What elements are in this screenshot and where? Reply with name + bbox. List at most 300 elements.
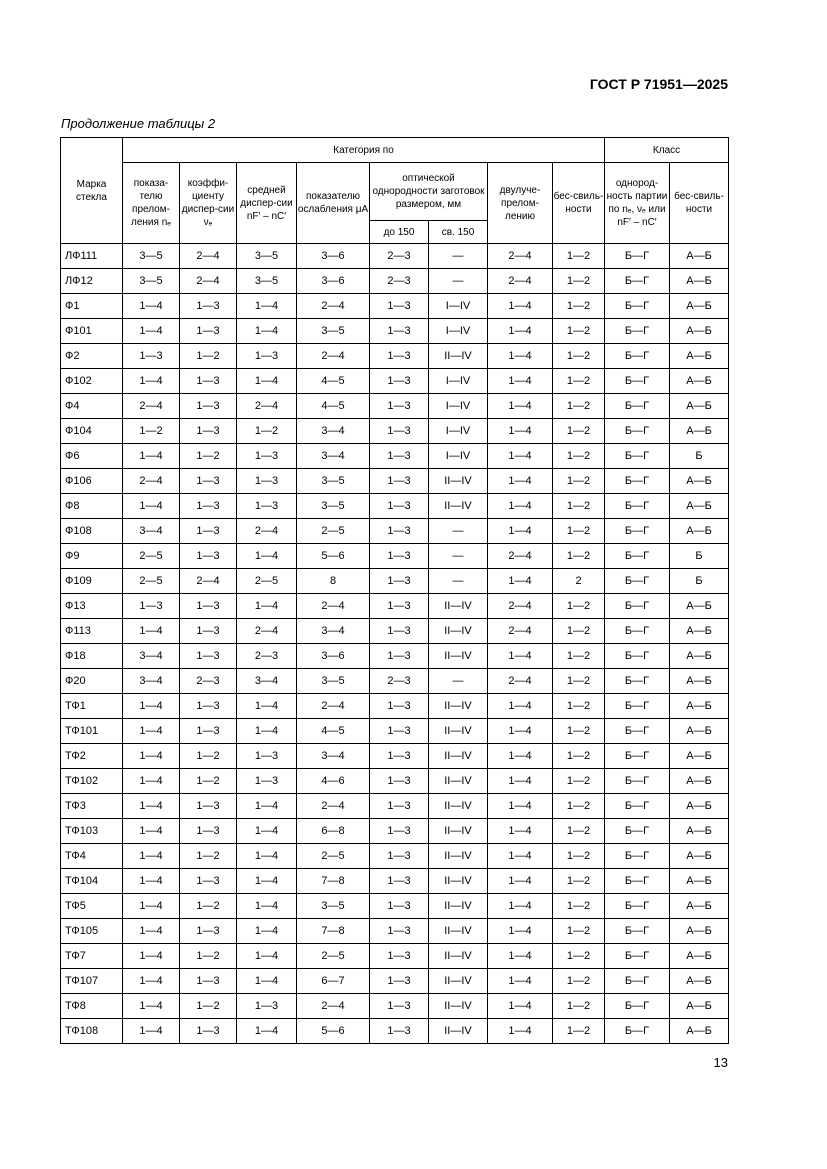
table-cell: 2—4 bbox=[488, 244, 553, 269]
table-cell: II—IV bbox=[429, 944, 488, 969]
table-cell: Б—Г bbox=[605, 344, 670, 369]
table-cell: 1—3 bbox=[370, 794, 429, 819]
table-row bbox=[61, 844, 729, 869]
table-row bbox=[61, 794, 729, 819]
table-cell: Б—Г bbox=[605, 319, 670, 344]
table-cell: 3—5 bbox=[297, 319, 370, 344]
table-cell: 2—5 bbox=[297, 519, 370, 544]
table-row bbox=[61, 244, 729, 269]
table-cell: Б—Г bbox=[605, 269, 670, 294]
document-code: ГОСТ Р 71951—2025 bbox=[589, 76, 728, 92]
table-cell: 2—4 bbox=[488, 669, 553, 694]
table-cell: 4—5 bbox=[297, 369, 370, 394]
table-cell: 1—2 bbox=[553, 844, 605, 869]
header-birefringence: двулуче-прелом-лению bbox=[488, 163, 553, 244]
table-row bbox=[61, 594, 729, 619]
table-cell: 1—3 bbox=[180, 394, 237, 419]
table-cell: 1—3 bbox=[180, 869, 237, 894]
table-row bbox=[61, 544, 729, 569]
glass-mark-cell: ТФ102 bbox=[61, 769, 123, 794]
table-cell: 1—4 bbox=[237, 794, 297, 819]
table-cell: Б—Г bbox=[605, 844, 670, 869]
glass-mark-cell: Ф4 bbox=[61, 394, 123, 419]
table-cell: 1—4 bbox=[123, 844, 180, 869]
table-row bbox=[61, 319, 729, 344]
table-cell: 2—5 bbox=[297, 844, 370, 869]
table-row bbox=[61, 444, 729, 469]
table-cell: 1—2 bbox=[553, 969, 605, 994]
table-row bbox=[61, 269, 729, 294]
table-cell: 2—3 bbox=[237, 644, 297, 669]
table-cell: А—Б bbox=[670, 519, 729, 544]
table-cell: 1—3 bbox=[180, 469, 237, 494]
table-cell: А—Б bbox=[670, 669, 729, 694]
table-cell: 1—4 bbox=[237, 919, 297, 944]
table-cell: 1—3 bbox=[370, 644, 429, 669]
table-cell: 1—4 bbox=[488, 694, 553, 719]
table-cell: А—Б bbox=[670, 844, 729, 869]
table-cell: 1—4 bbox=[123, 444, 180, 469]
table-row bbox=[61, 744, 729, 769]
table-cell: 1—4 bbox=[488, 994, 553, 1019]
table-cell: 1—3 bbox=[370, 494, 429, 519]
table-cell: 1—3 bbox=[180, 294, 237, 319]
table-cell: Б bbox=[670, 569, 729, 594]
glass-mark-cell: Ф20 bbox=[61, 669, 123, 694]
glass-mark-cell: Ф2 bbox=[61, 344, 123, 369]
table-cell: 3—5 bbox=[297, 469, 370, 494]
table-cell: 1—3 bbox=[370, 394, 429, 419]
table-cell: 1—3 bbox=[180, 1019, 237, 1044]
table-cell: 2—4 bbox=[297, 794, 370, 819]
table-row bbox=[61, 644, 729, 669]
table-cell: 1—3 bbox=[370, 344, 429, 369]
table-cell: 1—3 bbox=[370, 544, 429, 569]
table-cell: 1—3 bbox=[370, 869, 429, 894]
table-cell: Б—Г bbox=[605, 719, 670, 744]
glass-mark-cell: Ф18 bbox=[61, 644, 123, 669]
table-cell: 1—4 bbox=[237, 844, 297, 869]
header-attenuation: показателю ослабления μA bbox=[297, 163, 370, 244]
table-cell: 1—2 bbox=[553, 344, 605, 369]
table-cell: А—Б bbox=[670, 394, 729, 419]
table-cell: 1—3 bbox=[237, 344, 297, 369]
table-cell: 1—4 bbox=[488, 969, 553, 994]
table-cell: 1—4 bbox=[237, 694, 297, 719]
table-cell: Б—Г bbox=[605, 469, 670, 494]
table-cell: 1—4 bbox=[488, 369, 553, 394]
table-cell: 1—2 bbox=[553, 644, 605, 669]
table-cell: Б—Г bbox=[605, 369, 670, 394]
table-row bbox=[61, 769, 729, 794]
table-row bbox=[61, 419, 729, 444]
table-cell: II—IV bbox=[429, 344, 488, 369]
table-cell: 1—4 bbox=[488, 469, 553, 494]
table-row bbox=[61, 694, 729, 719]
table-cell: Б—Г bbox=[605, 619, 670, 644]
table-cell: 1—2 bbox=[553, 544, 605, 569]
table-cell: 2—4 bbox=[297, 344, 370, 369]
table-cell: 1—4 bbox=[237, 894, 297, 919]
table-cell: 1—4 bbox=[123, 819, 180, 844]
table-cell: Б—Г bbox=[605, 644, 670, 669]
table-cell: 2—4 bbox=[237, 519, 297, 544]
glass-mark-cell: ТФ108 bbox=[61, 1019, 123, 1044]
table-cell: 1—2 bbox=[553, 619, 605, 644]
table-cell: А—Б bbox=[670, 894, 729, 919]
table-cell: 1—2 bbox=[553, 319, 605, 344]
table-row bbox=[61, 894, 729, 919]
table-cell: 1—2 bbox=[553, 919, 605, 944]
table-cell: А—Б bbox=[670, 619, 729, 644]
header-class-homogeneity: однород-ность партии по nₑ, νₑ или nF′ – nC′ bbox=[605, 163, 670, 244]
table-cell: 2 bbox=[553, 569, 605, 594]
table-cell: 1—4 bbox=[488, 494, 553, 519]
table-cell: 1—2 bbox=[180, 344, 237, 369]
header-upto-150: до 150 bbox=[370, 221, 429, 244]
table-cell: 1—4 bbox=[123, 969, 180, 994]
table-cell: 1—4 bbox=[123, 694, 180, 719]
table-cell: 4—5 bbox=[297, 394, 370, 419]
table-cell: 1—3 bbox=[370, 944, 429, 969]
table-cell: 3—4 bbox=[297, 744, 370, 769]
table-cell: 4—5 bbox=[297, 719, 370, 744]
glass-mark-cell: ТФ107 bbox=[61, 969, 123, 994]
table-cell: 1—3 bbox=[180, 719, 237, 744]
table-cell: 3—5 bbox=[297, 894, 370, 919]
table-cell: I—IV bbox=[429, 294, 488, 319]
table-cell: 3—6 bbox=[297, 244, 370, 269]
table-cell: 1—4 bbox=[123, 719, 180, 744]
table-cell: 1—4 bbox=[237, 369, 297, 394]
table-cell: — bbox=[429, 519, 488, 544]
table-cell: 1—4 bbox=[237, 294, 297, 319]
table-cell: 2—3 bbox=[370, 244, 429, 269]
table-cell: 2—4 bbox=[237, 394, 297, 419]
table-cell: II—IV bbox=[429, 494, 488, 519]
table-cell: Б—Г bbox=[605, 519, 670, 544]
table-cell: 1—3 bbox=[237, 994, 297, 1019]
header-category-group: Категория по bbox=[123, 138, 605, 163]
table-cell: 1—3 bbox=[180, 369, 237, 394]
glass-mark-cell: Ф104 bbox=[61, 419, 123, 444]
table-cell: 1—4 bbox=[488, 894, 553, 919]
table-cell: 1—4 bbox=[488, 419, 553, 444]
table-cell: 1—4 bbox=[488, 294, 553, 319]
table-cell: 2—4 bbox=[180, 269, 237, 294]
table-cell: 1—2 bbox=[180, 894, 237, 919]
table-cell: А—Б bbox=[670, 294, 729, 319]
table-cell: II—IV bbox=[429, 694, 488, 719]
table-row bbox=[61, 1019, 729, 1044]
table-cell: 1—4 bbox=[237, 594, 297, 619]
table-row bbox=[61, 294, 729, 319]
table-cell: 6—8 bbox=[297, 819, 370, 844]
table-cell: 1—4 bbox=[123, 869, 180, 894]
table-cell: 1—2 bbox=[553, 894, 605, 919]
table-cell: 1—3 bbox=[370, 569, 429, 594]
table-cell: 2—5 bbox=[123, 569, 180, 594]
table-cell: 1—4 bbox=[123, 994, 180, 1019]
table-row bbox=[61, 669, 729, 694]
table-cell: 2—4 bbox=[488, 544, 553, 569]
table-cell: 2—4 bbox=[180, 569, 237, 594]
glass-mark-cell: Ф102 bbox=[61, 369, 123, 394]
table-cell: 2—4 bbox=[180, 244, 237, 269]
table-cell: 1—2 bbox=[553, 719, 605, 744]
header-optical-homogeneity: оптической однородности заготовок размером, мм bbox=[370, 163, 488, 221]
table-row bbox=[61, 719, 729, 744]
table-cell: Б—Г bbox=[605, 394, 670, 419]
table-cell: 1—2 bbox=[553, 444, 605, 469]
table-cell: II—IV bbox=[429, 969, 488, 994]
table-cell: 3—4 bbox=[123, 519, 180, 544]
table-cell: 1—3 bbox=[370, 1019, 429, 1044]
glass-mark-cell: Ф106 bbox=[61, 469, 123, 494]
glass-mark-cell: ТФ8 bbox=[61, 994, 123, 1019]
table-cell: 1—3 bbox=[370, 969, 429, 994]
header-class-striae: бес-свиль-ности bbox=[670, 163, 729, 244]
table-cell: 1—2 bbox=[553, 694, 605, 719]
table-cell: 1—4 bbox=[237, 1019, 297, 1044]
table-cell: 1—4 bbox=[123, 769, 180, 794]
table-cell: 1—3 bbox=[370, 319, 429, 344]
table-cell: 1—4 bbox=[488, 719, 553, 744]
table-cell: А—Б bbox=[670, 969, 729, 994]
table-cell: 1—2 bbox=[553, 994, 605, 1019]
table-cell: 1—2 bbox=[553, 769, 605, 794]
table-cell: II—IV bbox=[429, 769, 488, 794]
table-cell: 1—3 bbox=[180, 319, 237, 344]
table-cell: II—IV bbox=[429, 1019, 488, 1044]
glass-mark-cell: ТФ103 bbox=[61, 819, 123, 844]
table-cell: 3—6 bbox=[297, 269, 370, 294]
table-cell: 1—2 bbox=[123, 419, 180, 444]
table-cell: 2—4 bbox=[297, 994, 370, 1019]
table-cell: — bbox=[429, 269, 488, 294]
glass-mark-cell: ТФ2 bbox=[61, 744, 123, 769]
table-cell: 1—3 bbox=[237, 744, 297, 769]
table-cell: 1—4 bbox=[488, 344, 553, 369]
table-cell: 1—2 bbox=[553, 819, 605, 844]
table-cell: II—IV bbox=[429, 644, 488, 669]
header-over-150: св. 150 bbox=[429, 221, 488, 244]
table-cell: 1—4 bbox=[488, 394, 553, 419]
table-cell: 1—2 bbox=[553, 369, 605, 394]
table-cell: 3—5 bbox=[297, 494, 370, 519]
table-cell: II—IV bbox=[429, 919, 488, 944]
table-cell: А—Б bbox=[670, 919, 729, 944]
table-cell: 1—4 bbox=[488, 519, 553, 544]
table-cell: 1—3 bbox=[180, 969, 237, 994]
table-cell: Б—Г bbox=[605, 794, 670, 819]
table-cell: 1—3 bbox=[237, 444, 297, 469]
table-cell: 1—2 bbox=[553, 944, 605, 969]
table-cell: 1—4 bbox=[123, 744, 180, 769]
table-cell: 5—6 bbox=[297, 1019, 370, 1044]
table-cell: 1—4 bbox=[237, 819, 297, 844]
table-cell: — bbox=[429, 669, 488, 694]
table-cell: — bbox=[429, 244, 488, 269]
table-row bbox=[61, 469, 729, 494]
table-cell: А—Б bbox=[670, 869, 729, 894]
header-striae: бес-свиль-ности bbox=[553, 163, 605, 244]
table-cell: 1—3 bbox=[370, 294, 429, 319]
table-caption: Продолжение таблицы 2 bbox=[61, 116, 216, 131]
glass-mark-cell: Ф9 bbox=[61, 544, 123, 569]
table-cell: Б—Г bbox=[605, 744, 670, 769]
table-cell: 2—5 bbox=[237, 569, 297, 594]
table-cell: Б—Г bbox=[605, 994, 670, 1019]
table-cell: 2—4 bbox=[297, 594, 370, 619]
glass-mark-cell: ТФ101 bbox=[61, 719, 123, 744]
table-cell: 1—3 bbox=[370, 694, 429, 719]
table-row bbox=[61, 519, 729, 544]
table-cell: 2—4 bbox=[488, 269, 553, 294]
glass-mark-cell: ТФ5 bbox=[61, 894, 123, 919]
table-cell: А—Б bbox=[670, 469, 729, 494]
table-cell: Б—Г bbox=[605, 769, 670, 794]
table-cell: II—IV bbox=[429, 794, 488, 819]
table-row bbox=[61, 569, 729, 594]
table-cell: Б bbox=[670, 544, 729, 569]
table-cell: 2—4 bbox=[488, 619, 553, 644]
header-mark: Марка стекла bbox=[61, 138, 123, 244]
table-cell: А—Б bbox=[670, 1019, 729, 1044]
table-cell: 1—2 bbox=[180, 444, 237, 469]
glass-mark-cell: Ф109 bbox=[61, 569, 123, 594]
table-cell: А—Б bbox=[670, 244, 729, 269]
table-cell: 1—3 bbox=[123, 344, 180, 369]
table-cell: 1—4 bbox=[123, 944, 180, 969]
table-cell: Б—Г bbox=[605, 919, 670, 944]
table-cell: 1—3 bbox=[370, 894, 429, 919]
table-cell: II—IV bbox=[429, 869, 488, 894]
table-cell: 1—3 bbox=[180, 519, 237, 544]
table-cell: Б—Г bbox=[605, 569, 670, 594]
table-cell: 1—4 bbox=[237, 969, 297, 994]
table-cell: 1—2 bbox=[553, 869, 605, 894]
table-cell: 1—2 bbox=[553, 1019, 605, 1044]
table-cell: II—IV bbox=[429, 819, 488, 844]
glass-mark-cell: ТФ104 bbox=[61, 869, 123, 894]
table-cell: II—IV bbox=[429, 844, 488, 869]
table-cell: А—Б bbox=[670, 819, 729, 844]
table-cell: А—Б bbox=[670, 769, 729, 794]
table-cell: 2—4 bbox=[488, 594, 553, 619]
table-cell: А—Б bbox=[670, 319, 729, 344]
table-cell: 1—4 bbox=[488, 819, 553, 844]
glass-mark-cell: ТФ105 bbox=[61, 919, 123, 944]
table-cell: 1—3 bbox=[180, 594, 237, 619]
table-cell: 1—2 bbox=[553, 494, 605, 519]
table-cell: 1—4 bbox=[488, 844, 553, 869]
table-cell: 1—3 bbox=[180, 619, 237, 644]
table-cell: 4—6 bbox=[297, 769, 370, 794]
table-cell: 1—2 bbox=[553, 794, 605, 819]
table-cell: 7—8 bbox=[297, 919, 370, 944]
table-cell: 2—5 bbox=[123, 544, 180, 569]
table-cell: 1—2 bbox=[180, 994, 237, 1019]
table-cell: 1—3 bbox=[370, 594, 429, 619]
table-cell: 1—3 bbox=[370, 719, 429, 744]
table-cell: Б—Г bbox=[605, 444, 670, 469]
table-cell: 1—4 bbox=[123, 794, 180, 819]
table-cell: 1—3 bbox=[180, 544, 237, 569]
table-row bbox=[61, 369, 729, 394]
table-cell: 1—4 bbox=[488, 1019, 553, 1044]
table-cell: 1—2 bbox=[180, 844, 237, 869]
table-cell: I—IV bbox=[429, 419, 488, 444]
table-cell: I—IV bbox=[429, 319, 488, 344]
table-cell: 1—3 bbox=[370, 744, 429, 769]
table-cell: 1—2 bbox=[180, 769, 237, 794]
table-cell: II—IV bbox=[429, 744, 488, 769]
table-cell: 1—4 bbox=[123, 319, 180, 344]
glass-mark-cell: ЛФ111 bbox=[61, 244, 123, 269]
table-cell: 1—3 bbox=[370, 769, 429, 794]
table-cell: 1—3 bbox=[370, 519, 429, 544]
table-cell: 1—3 bbox=[370, 444, 429, 469]
table-cell: 1—3 bbox=[237, 769, 297, 794]
header-mean-dispersion: средней диспер-сии nF′ – nC′ bbox=[237, 163, 297, 244]
glass-mark-cell: ЛФ12 bbox=[61, 269, 123, 294]
table-cell: 1—4 bbox=[488, 569, 553, 594]
table-cell: 1—3 bbox=[180, 694, 237, 719]
table-cell: А—Б bbox=[670, 944, 729, 969]
table-cell: А—Б bbox=[670, 419, 729, 444]
table-cell: 1—2 bbox=[553, 294, 605, 319]
page-number: 13 bbox=[713, 1055, 728, 1070]
table-cell: 1—4 bbox=[237, 544, 297, 569]
glass-mark-cell: ТФ3 bbox=[61, 794, 123, 819]
table-cell: 2—3 bbox=[370, 669, 429, 694]
table-cell: Б—Г bbox=[605, 819, 670, 844]
table-cell: 2—4 bbox=[297, 294, 370, 319]
glass-mark-cell: Ф101 bbox=[61, 319, 123, 344]
table-cell: 1—3 bbox=[123, 594, 180, 619]
table-cell: Б—Г bbox=[605, 294, 670, 319]
table-cell: 3—5 bbox=[123, 244, 180, 269]
table-cell: Б—Г bbox=[605, 594, 670, 619]
table-cell: 1—4 bbox=[488, 769, 553, 794]
header-dispersion-coefficient: коэффи-циенту диспер-сии νₑ bbox=[180, 163, 237, 244]
table-cell: II—IV bbox=[429, 619, 488, 644]
table-cell: 3—4 bbox=[297, 419, 370, 444]
table-cell: 3—4 bbox=[123, 669, 180, 694]
table-cell: 5—6 bbox=[297, 544, 370, 569]
glass-mark-cell: Ф1 bbox=[61, 294, 123, 319]
glass-mark-cell: ТФ1 bbox=[61, 694, 123, 719]
table-row bbox=[61, 619, 729, 644]
header-class-group: Класс bbox=[605, 138, 729, 163]
table-cell: 1—2 bbox=[553, 669, 605, 694]
table-row bbox=[61, 919, 729, 944]
table-cell: Б—Г bbox=[605, 244, 670, 269]
table-cell: 1—3 bbox=[370, 919, 429, 944]
table-cell: 1—4 bbox=[488, 944, 553, 969]
table-cell: Б—Г bbox=[605, 1019, 670, 1044]
table-cell: 3—6 bbox=[297, 644, 370, 669]
table-cell: 1—3 bbox=[237, 494, 297, 519]
table-cell: 6—7 bbox=[297, 969, 370, 994]
glass-category-table bbox=[60, 137, 729, 1044]
table-cell: 1—2 bbox=[553, 269, 605, 294]
table-cell: Б—Г bbox=[605, 669, 670, 694]
table-cell: 2—5 bbox=[297, 944, 370, 969]
table-cell: Б—Г bbox=[605, 944, 670, 969]
table-row bbox=[61, 819, 729, 844]
